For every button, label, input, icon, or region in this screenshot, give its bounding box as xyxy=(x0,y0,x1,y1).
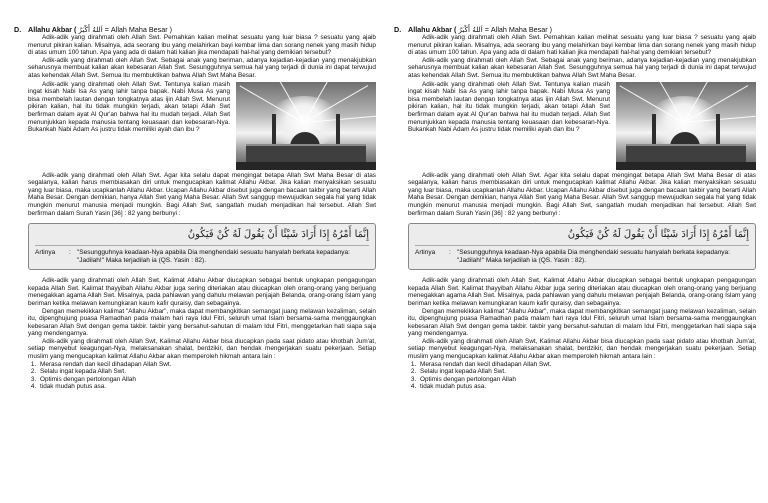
figure-block xyxy=(408,81,756,172)
page-copy-left xyxy=(14,0,376,503)
section-title: Allahu Akbar ( xyxy=(28,25,77,34)
paragraph: Adik-adik yang dirahmati oleh Allah Swt. Pernahkan kalian melihat sesuatu yang luar biasa ? sesuatu yang ajaib menurut pikiran kalian. Misalnya, ada seorang ibu yang melahirkan bayi kembar lima dan sorang nenek yang masih hidup di atas umum 100 tahun. Apa yang ada di dalam hati kalian jika mendapati hal-hal yang demikian tersebut? xyxy=(28,34,376,57)
quote-translation xyxy=(35,249,369,265)
page-copy-right xyxy=(394,0,756,503)
section-title: Allahu Akbar ( xyxy=(408,25,457,34)
translation-colon: : xyxy=(449,249,451,257)
section-title-arabic: اَللهُ أَكْبَرُ xyxy=(78,25,103,34)
list-item: 1. Merasa rendah dan kecil dihadapan Allah Swt. xyxy=(38,361,376,369)
list-item: 4. tidak mudah putus asa. xyxy=(418,383,756,391)
list-item: 1. Merasa rendah dan kecil dihadapan Allah Swt. xyxy=(418,361,756,369)
hikmah-list xyxy=(408,361,756,391)
paragraph: Adik-adik yang dirahmati oleh Allah Swt, Kalimat Allahu Akbar diucapkan sebagai bentuk ungkapan pengagungan kepada Allah Swt. Kalimat thayyibah Allahu Akbar juga sering diteriakan atau diucapkan oleh orang-orang yang berjuang menegakkan agama Allah Swt. Misalnya, pada pahlawan yang dahulu melawan penjajah Belanda, orang-orang Islam yang beriman ketika melawan kemungkaran kaum kafir quraisy, dan sebagainya. xyxy=(28,277,376,307)
paragraph: Adik-adik yang dirahmati oleh Allah Swt. Agar kita selalu dapat mengingat betapa Allah Swt Maha Besar di atas segalanya, kalian harus membiasakan diri untuk mengucapkan kalimat Allahu Akbar. Jika kalian menyaksikan sesuatu yang luar biasa, maka ucapkanlah Allahu Akbar. Ucapan Allahu Akbar disebut juga dengan bacaan takbir yang berarti Allah Maha Besar. Dengan demikian, hanya Allah Swt yang Maha Besar. Allah Swt sanggup mewujudkan segala hal yang tidak mungkin menurut manusia menjadi mungkin. Bagi Allah Swt, sangatlah mudah menjadikan hal tersebut. Allah Swt berfirman dalam Surah Yasin [36] : 82 yang berbunyi : xyxy=(28,171,376,217)
paragraph: Dengan memekikkan kalimat "Allahu Akbar", maka dapat membangkitkan semangat juang melawan kezaliman, selain itu, dipenghujung puasa Ramadhan pada malam hari raya Idul Fitri, seluruh umat Islam bersama-sama menggaungkan kebesaran Allah Swt dengan gema takbir. takbir yang bersahut-sahutan di malam Idul Fitri, menggetarkan hati siapa saja yang mendengarnya. xyxy=(408,307,756,338)
paragraph: Adik-adik yang dirahmati oleh Allah Swt, Kalimat Allahu Akbar bisa diucapkan pada saat pidato atau khotbah Jum'at, setiap menyebut keagungan-Nya, melaksanakan shalat, berdzikir, dan hendak mengerjakan suatu pekerjaan. Setiap muslim yang mengucapkan kalimat Allahu Akbar akan memperoleh hikmah antara lain : xyxy=(408,337,756,361)
section-title-meaning: = Allah Maha Besar ) xyxy=(102,25,173,34)
ground xyxy=(616,162,756,170)
list-item: 3. Optimis dengan pertolongan Allah xyxy=(38,376,376,384)
article-body xyxy=(14,34,376,217)
translation-colon: : xyxy=(69,249,71,257)
translation-text: "Sesungguhnya keadaan-Nya apabila Dia menghendaki sesuatu hanyalah berkata kepadanya: "Jadilah!" Maka terjadilah ia (QS. Yasin : 82). xyxy=(457,249,730,265)
translation-text: "Sesungguhnya keadaan-Nya apabila Dia menghendaki sesuatu hanyalah berkata kepadanya: "Jadilah!" Maka terjadilah ia (QS. Yasin : 82). xyxy=(77,249,350,265)
section-heading xyxy=(394,25,756,34)
paragraph: Adik-adik yang dirahmati oleh Allah Swt, Kalimat Allahu Akbar diucapkan sebagai bentuk ungkapan pengagungan kepada Allah Swt. Kalimat thayyibah Allahu Akbar juga sering diteriakan atau diucapkan oleh orang-orang yang berjuang menegakkan agama Allah Swt. Misalnya, pada pahlawan yang dahulu melawan penjajah Belanda, orang-orang Islam yang beriman ketika melawan kemungkaran kaum kafir quraisy, dan sebagainya. xyxy=(408,277,756,307)
quote-translation xyxy=(415,249,749,265)
article-body-bottom xyxy=(394,277,756,391)
section-letter: D. xyxy=(14,25,22,34)
mosque-light-image xyxy=(236,82,376,170)
mosque-minaret xyxy=(716,114,720,148)
article-body xyxy=(394,34,756,217)
mosque-minaret xyxy=(272,114,276,148)
paragraph: Adik-adik yang dirahmati oleh Allah Swt. Pernahkan kalian melihat sesuatu yang luar biasa ? sesuatu yang ajaib menurut pikiran kalian. Misalnya, ada seorang ibu yang melahirkan bayi kembar lima dan sorang nenek yang masih hidup di atas umum 100 tahun. Apa yang ada di dalam hati kalian jika mendapati hal-hal yang demikian tersebut? xyxy=(408,34,756,57)
mosque-building xyxy=(246,144,366,162)
ground xyxy=(236,162,376,170)
section-letter: D. xyxy=(394,25,402,34)
translation-label: Artinya xyxy=(415,249,436,257)
quran-arabic-verse: إِنَّمَا أَمْرُهُ إِذَا أَرَادَ شَيْئًا أَنْ يَقُولَ لَهُ كُنْ فَيَكُونُ xyxy=(415,227,749,246)
list-item: 2. Selalu ingat kepada Allah Swt. xyxy=(38,368,376,376)
quran-arabic-verse: إِنَّمَا أَمْرُهُ إِذَا أَرَادَ شَيْئًا أَنْ يَقُولَ لَهُ كُنْ فَيَكُونُ xyxy=(35,227,369,246)
paragraph: Adik-adik yang dirahmati oleh Allah Swt, Kalimat Allahu Akbar bisa diucapkan pada saat pidato atau khotbah Jum'at, setiap menyebut keagungan-Nya, melaksanakan shalat, berdzikir, dan hendak mengerjakan suatu pekerjaan. Setiap muslim yang mengucapkan kalimat Allahu Akbar akan memperoleh hikmah antara lain : xyxy=(28,337,376,361)
paragraph: Adik-adik yang dirahmati oleh Allah Swt. Tentunya kalian masih ingat kisah Nabi Isa As yang lahir tanpa bapak. Nabi Musa As yang bisa membelah lautan dengan tongkatnya atas ijin Allah Swt. Menurut pikiran kalian, hal itu tidak mungkin terjadi, akan tetapi Allah Swt berfirman dalam ayat Al Qur'an bahwa hal itu mudah terjadi. Allah Swt menunjukkan kepada manusia tentang keuasaan dan kebesaran-Nya. Bukankah Nabi Adam As justru tidak memiliki ayah dan ibu ? xyxy=(408,80,610,134)
figure-block xyxy=(28,81,376,172)
hikmah-list xyxy=(28,361,376,391)
paragraph: Adik-adik yang dirahmati oleh Allah Swt. Agar kita selalu dapat mengingat betapa Allah Swt Maha Besar di atas segalanya, kalian harus membiasakan diri untuk mengucapkan kalimat Allahu Akbar. Jika kalian menyaksikan sesuatu yang luar biasa, maka ucapkanlah Allahu Akbar. Ucapan Allahu Akbar disebut juga dengan bacaan takbir yang berarti Allah Maha Besar. Dengan demikian, hanya Allah Swt yang Maha Besar. Allah Swt sanggup mewujudkan segala hal yang tidak mungkin menurut manusia menjadi mungkin. Bagi Allah Swt, sangatlah mudah menjadikan hal tersebut. Allah Swt berfirman dalam Surah Yasin [36] : 82 yang berbunyi : xyxy=(408,171,756,217)
list-item: 2. Selalu ingat kepada Allah Swt. xyxy=(418,368,756,376)
section-title-arabic: اَللهُ أَكْبَرُ xyxy=(458,25,483,34)
article-body-bottom xyxy=(14,277,376,391)
mosque-building xyxy=(626,144,746,162)
list-item: 3. Optimis dengan pertolongan Allah xyxy=(418,376,756,384)
mosque-minaret xyxy=(336,114,340,148)
section-heading xyxy=(14,25,376,34)
paragraph: Dengan memekikkan kalimat "Allahu Akbar", maka dapat membangkitkan semangat juang melawan kezaliman, selain itu, dipenghujung puasa Ramadhan pada malam hari raya Idul Fitri, seluruh umat Islam bersama-sama menggaungkan kebesaran Allah Swt dengan gema takbir. takbir yang bersahut-sahutan di malam Idul Fitri, menggetarkan hati siapa saja yang mendengarnya. xyxy=(28,307,376,338)
translation-label: Artinya xyxy=(35,249,56,257)
paragraph: Adik-adik yang dirahmati oleh Allah Swt. Sebagai anak yang beriman, adanya kejadian-kejadian yang menakjubkan seharusnya membuat kalian akan kebesaran Allah Swt. Sesungguhnya semua hal yang terjadi di dunia ini dapat terwujud atas kehendak Allah Swt. Semua itu membuktikan bahwa Allah Swt Maha Besar. xyxy=(28,56,376,79)
section-title-meaning: = Allah Maha Besar ) xyxy=(482,25,553,34)
paragraph: Adik-adik yang dirahmati oleh Allah Swt. Sebagai anak yang beriman, adanya kejadian-kejadian yang menakjubkan seharusnya membuat kalian akan kebesaran Allah Swt. Sesungguhnya semua hal yang terjadi di dunia ini dapat terwujud atas kehendak Allah Swt. Semua itu membuktikan bahwa Allah Swt Maha Besar. xyxy=(408,56,756,79)
mosque-light-image xyxy=(616,82,756,170)
quran-quote-box xyxy=(408,223,756,270)
quran-quote-box xyxy=(28,223,376,270)
list-item: 4. tidak mudah putus asa. xyxy=(38,383,376,391)
mosque-minaret xyxy=(652,114,656,148)
paragraph: Adik-adik yang dirahmati oleh Allah Swt. Tentunya kalian masih ingat kisah Nabi Isa As yang lahir tanpa bapak. Nabi Musa As yang bisa membelah lautan dengan tongkatnya atas ijin Allah Swt. Menurut pikiran kalian, hal itu tidak mungkin terjadi, akan tetapi Allah Swt berfirman dalam ayat Al Qur'an bahwa hal itu mudah terjadi. Allah Swt menunjukkan kepada manusia tentang keuasaan dan kebesaran-Nya. Bukankah Nabi Adam As justru tidak memiliki ayah dan ibu ? xyxy=(28,80,230,134)
